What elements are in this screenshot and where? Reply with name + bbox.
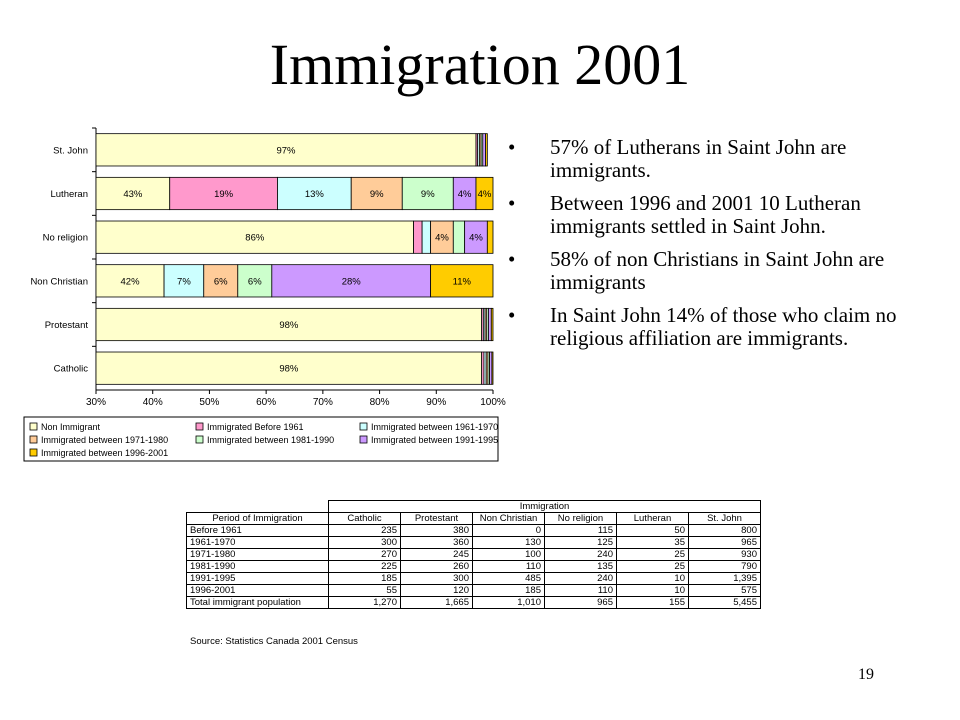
table-cell: 240: [545, 573, 617, 585]
table-column-header: Protestant: [401, 513, 473, 525]
bar-data-label: 43%: [123, 189, 143, 200]
bar-data-label: 9%: [420, 189, 435, 200]
bar-segment: [488, 308, 491, 340]
legend-label: Non Immigrant: [41, 422, 101, 432]
bullet-text: Between 1996 and 2001 10 Lutheran immigrants settled in Saint John.: [550, 191, 861, 238]
bar-data-label: 9%: [369, 189, 384, 200]
table-cell: 100: [473, 549, 545, 561]
slide-title: Immigration 2001: [269, 32, 691, 97]
table-cell: 1,395: [689, 573, 761, 585]
table-row-header: Period of Immigration: [187, 513, 329, 525]
table-row: [187, 561, 761, 573]
stacked-bar-chart: [20, 120, 506, 465]
table-row-label: 1961-1970: [187, 537, 329, 549]
bullet-text: In Saint John 14% of those who claim no religious affiliation are immigrants.: [550, 303, 897, 350]
table-cell: 965: [689, 537, 761, 549]
y-category-label: Catholic: [53, 363, 88, 375]
y-category-label: St. John: [53, 145, 88, 157]
bar-data-label: 6%: [247, 276, 262, 288]
table-row: [187, 585, 761, 597]
bar-segment: [422, 221, 431, 253]
legend-label: Immigrated Before 1961: [207, 422, 304, 432]
legend-swatch: [30, 449, 37, 456]
table-row: [187, 573, 761, 585]
bar-data-label: 42%: [120, 276, 140, 288]
table-cell: 245: [401, 549, 473, 561]
legend-label: Immigrated between 1981-1990: [207, 435, 335, 445]
legend-swatch: [30, 423, 37, 430]
table-source: Source: Statistics Canada 2001 Census: [190, 636, 358, 647]
table-cell: 965: [545, 597, 617, 609]
legend-swatch: [30, 436, 37, 443]
table-cell: 55: [329, 585, 401, 597]
bar-segment: [491, 308, 493, 340]
bar-segment: [453, 221, 464, 253]
table-column-header: Catholic: [329, 513, 401, 525]
table-cell: 1,270: [329, 597, 401, 609]
table-cell: 930: [689, 549, 761, 561]
table-row-label: 1971-1980: [187, 549, 329, 561]
table-cell: 380: [401, 525, 473, 537]
y-category-label: Protestant: [44, 320, 88, 331]
table-cell: 260: [401, 561, 473, 573]
table-cell: 300: [401, 573, 473, 585]
x-tick-label: 80%: [369, 397, 390, 408]
x-tick-label: 60%: [256, 397, 277, 408]
table-column-header: Lutheran: [617, 513, 689, 525]
x-tick-label: 100%: [480, 397, 506, 408]
legend-label: Immigrated between 1991-1995: [371, 435, 499, 445]
x-tick-label: 50%: [199, 397, 220, 408]
table-row-label: 1991-1995: [187, 573, 329, 585]
table-cell: 1,010: [473, 597, 545, 609]
table-column-header: Non Christian: [473, 513, 545, 525]
table-row: [187, 525, 761, 537]
bar-data-label: 98%: [279, 320, 299, 331]
table-cell: 25: [617, 549, 689, 561]
page-number: 19: [858, 666, 874, 683]
table-cell: 135: [545, 561, 617, 573]
table-group-header-row: [187, 501, 761, 513]
bar-data-label: 97%: [276, 145, 296, 157]
table-cell: 50: [617, 525, 689, 537]
bar-segment: [414, 221, 423, 253]
table-cell: 10: [617, 585, 689, 597]
legend-label: Immigrated between 1971-1980: [41, 435, 169, 445]
bullet-dot: •: [508, 135, 516, 159]
table-cell: 110: [545, 585, 617, 597]
x-tick-label: 70%: [312, 397, 333, 408]
table-cell: 25: [617, 561, 689, 573]
bullet-item: [508, 248, 898, 294]
table-row-label: Before 1961: [187, 525, 329, 537]
legend-swatch: [360, 436, 367, 443]
x-tick-label: 30%: [85, 397, 107, 408]
table-cell: 120: [401, 585, 473, 597]
immigration-table: [186, 500, 761, 609]
table-cell: 125: [545, 537, 617, 549]
table-row: [187, 597, 761, 609]
bar-segment: [483, 134, 486, 166]
bullet-list: [508, 136, 898, 360]
y-category-label: Non Christian: [30, 276, 88, 288]
table-cell: 800: [689, 525, 761, 537]
table-cell: 130: [473, 537, 545, 549]
table-column-header: St. John: [689, 513, 761, 525]
x-tick-label: 40%: [142, 397, 163, 408]
y-category-label: No religion: [42, 232, 88, 244]
table-cell: 110: [473, 561, 545, 573]
table-cell: 185: [473, 585, 545, 597]
table-row-label: 1996-2001: [187, 585, 329, 597]
table-cell: 115: [545, 525, 617, 537]
bar-data-label: 98%: [279, 363, 299, 375]
bullet-item: [508, 192, 898, 238]
table-cell: 1,665: [401, 597, 473, 609]
bullet-dot: •: [508, 303, 516, 327]
table-cell: 790: [689, 561, 761, 573]
bullet-dot: •: [508, 247, 516, 271]
bar-data-label: 4%: [477, 189, 492, 200]
bar-data-label: 4%: [457, 189, 472, 200]
table-cell: 5,455: [689, 597, 761, 609]
bar-segment: [487, 221, 493, 253]
table-cell: 225: [329, 561, 401, 573]
legend-swatch: [360, 423, 367, 430]
table-row: [187, 549, 761, 561]
legend-label: Immigrated between 1961-1970: [371, 422, 499, 432]
bar-data-label: 7%: [177, 276, 191, 288]
bar-data-label: 19%: [214, 189, 234, 200]
bullet-dot: •: [508, 191, 516, 215]
table-cell: 360: [401, 537, 473, 549]
table-cell: 10: [617, 573, 689, 585]
table-row-label: Total immigrant population: [187, 597, 329, 609]
table-header-row: [187, 513, 761, 525]
bar-data-label: 28%: [341, 276, 361, 288]
table-body: [187, 525, 761, 609]
table-group-header: Immigration: [329, 501, 761, 513]
legend-swatch: [196, 436, 203, 443]
y-category-label: Lutheran: [50, 189, 88, 200]
table-cell: 35: [617, 537, 689, 549]
table-cell: 575: [689, 585, 761, 597]
bar-data-label: 11%: [452, 276, 471, 288]
table-cell: 300: [329, 537, 401, 549]
bar-data-label: 4%: [469, 232, 483, 244]
table-cell: 240: [545, 549, 617, 561]
bar-data-label: 86%: [245, 232, 265, 244]
table-cell: 0: [473, 525, 545, 537]
table-row: [187, 537, 761, 549]
bullet-text: 58% of non Christians in Saint John are immigrants: [550, 247, 885, 294]
table-cell: 235: [329, 525, 401, 537]
bar-data-label: 13%: [304, 189, 324, 200]
legend-swatch: [196, 423, 203, 430]
table-cell: 155: [617, 597, 689, 609]
table-row-label: 1981-1990: [187, 561, 329, 573]
bar-segment: [492, 352, 493, 384]
x-tick-label: 90%: [426, 397, 447, 408]
bar-data-label: 4%: [435, 232, 449, 244]
table-cell: 185: [329, 573, 401, 585]
bullet-item: [508, 136, 898, 182]
table-cell: 485: [473, 573, 545, 585]
legend-label: Immigrated between 1996-2001: [41, 448, 169, 458]
table-cell: 270: [329, 549, 401, 561]
table-column-header: No religion: [545, 513, 617, 525]
bullet-item: [508, 304, 898, 350]
bullet-text: 57% of Lutherans in Saint John are immigrants.: [550, 135, 847, 182]
bar-data-label: 6%: [213, 276, 228, 288]
bar-segment: [486, 134, 488, 166]
